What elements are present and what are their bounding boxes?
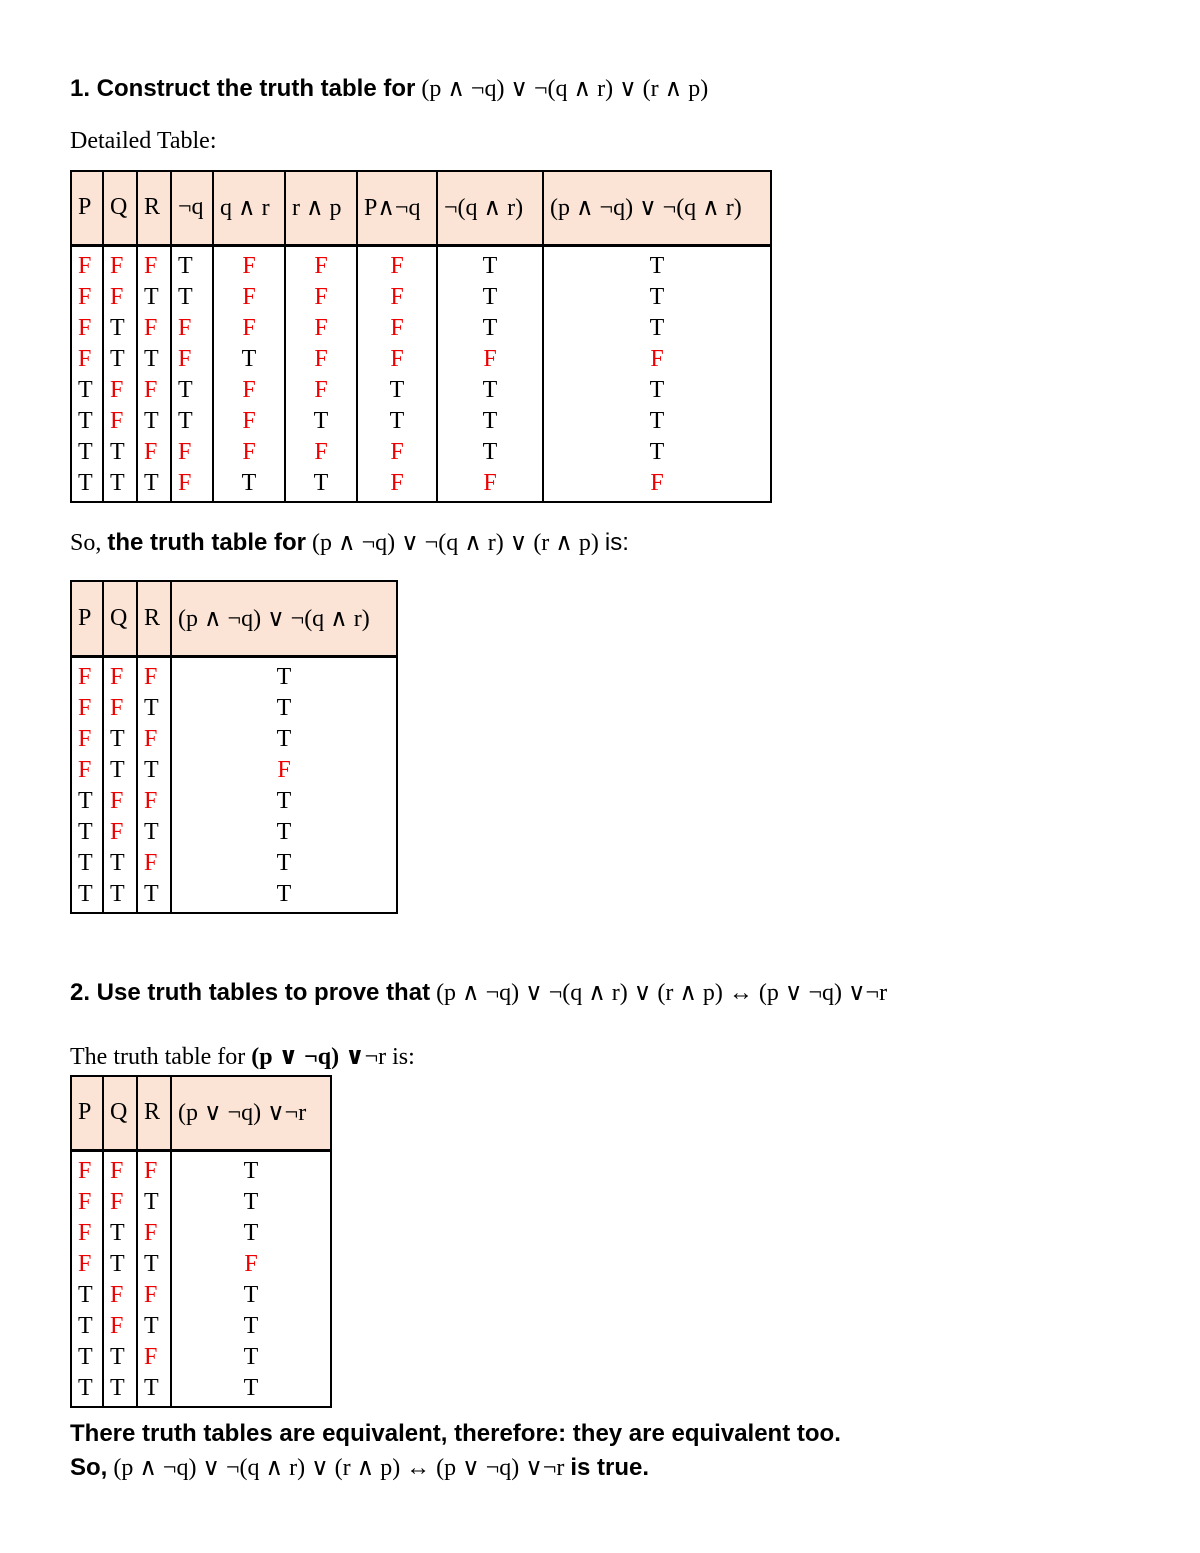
truth-value-cell: T (171, 848, 397, 879)
truth-value-cell: T (357, 375, 437, 406)
truth-value-cell: T (543, 406, 771, 437)
conclusion-formula: (p ∧ ¬q) ∨ ¬(q ∧ r) ∨ (r ∧ p) ↔ (p ∨ ¬q) ∨¬r (113, 1455, 565, 1481)
truth-value-cell: F (137, 375, 171, 406)
truth-value-cell: T (71, 1280, 103, 1311)
truth-value-cell: F (71, 724, 103, 755)
truth-value-cell: F (357, 344, 437, 375)
truth-value-cell: F (137, 1342, 171, 1373)
truth-value-cell: T (171, 786, 397, 817)
truth-value-cell: F (137, 1150, 171, 1187)
truth-value-cell: T (71, 817, 103, 848)
truth-value-cell: F (285, 313, 357, 344)
truth-value-cell: F (71, 1187, 103, 1218)
truth-value-cell: T (543, 282, 771, 313)
truth-value-cell: T (137, 693, 171, 724)
truth-value-cell: T (71, 848, 103, 879)
truth-value-cell: T (285, 406, 357, 437)
truth-value-cell: F (357, 468, 437, 502)
truth-value-cell: F (103, 1150, 137, 1187)
truth-value-cell: F (103, 1280, 137, 1311)
section2-heading (70, 978, 887, 1007)
column-header: R (137, 171, 171, 245)
truth-value-cell: T (437, 375, 543, 406)
truth-value-cell: F (71, 344, 103, 375)
truth-value-cell: T (103, 755, 137, 786)
table-row (71, 817, 397, 848)
section2-label-prefix: The truth table for (70, 1044, 246, 1070)
table-row (71, 437, 771, 468)
truth-value-cell: F (71, 1150, 103, 1187)
table-row (71, 1342, 331, 1373)
section1-heading-formula: (p ∧ ¬q) ∨ ¬(q ∧ r) ∨ (r ∧ p) (421, 76, 709, 102)
column-header: P (71, 1076, 103, 1150)
table-row (71, 245, 771, 282)
truth-value-cell: T (137, 406, 171, 437)
truth-value-cell: T (543, 437, 771, 468)
truth-value-cell: T (171, 282, 213, 313)
truth-value-cell: T (137, 879, 171, 913)
column-header: P (71, 171, 103, 245)
column-header: (p ∧ ¬q) ∨ ¬(q ∧ r) (171, 581, 397, 656)
column-header: (p ∧ ¬q) ∨ ¬(q ∧ r) (543, 171, 771, 245)
truth-value-cell: F (137, 437, 171, 468)
section2-table-label (70, 1041, 415, 1071)
truth-value-cell: F (437, 468, 543, 502)
truth-value-cell: T (137, 755, 171, 786)
truth-value-cell: F (137, 1218, 171, 1249)
section1-heading-text: 1. Construct the truth table for (70, 75, 416, 102)
section1-heading (70, 74, 708, 103)
table-row (71, 1249, 331, 1280)
truth-value-cell: T (71, 1311, 103, 1342)
truth-value-cell: T (71, 437, 103, 468)
table-row (71, 282, 771, 313)
truth-value-cell: F (103, 817, 137, 848)
table-row (71, 1150, 331, 1187)
truth-value-cell: F (103, 406, 137, 437)
truth-value-cell: T (137, 344, 171, 375)
column-header: q ∧ r (213, 171, 285, 245)
truth-value-cell: T (103, 313, 137, 344)
truth-value-cell: T (137, 282, 171, 313)
truth-value-cell: T (71, 406, 103, 437)
truth-value-cell: F (103, 693, 137, 724)
truth-value-cell: T (137, 817, 171, 848)
truth-value-cell: T (357, 406, 437, 437)
truth-value-cell: T (213, 344, 285, 375)
truth-value-cell: T (137, 468, 171, 502)
truth-value-cell: T (103, 1342, 137, 1373)
table-row (71, 313, 771, 344)
table-header-row (71, 581, 397, 656)
column-header: (p ∨ ¬q) ∨¬r (171, 1076, 331, 1150)
table-row (71, 468, 771, 502)
column-header: r ∧ p (285, 171, 357, 245)
truth-value-cell: T (543, 313, 771, 344)
truth-value-cell: F (137, 724, 171, 755)
truth-value-cell: F (137, 1280, 171, 1311)
truth-value-cell: F (285, 282, 357, 313)
conclusion-prefix: So, (70, 1454, 108, 1481)
truth-value-cell: F (71, 755, 103, 786)
truth-value-cell: T (171, 406, 213, 437)
truth-value-cell: F (103, 1187, 137, 1218)
truth-value-cell: T (171, 375, 213, 406)
table-row (71, 1218, 331, 1249)
truth-value-cell: T (171, 1187, 331, 1218)
rhs-truth-table (70, 1075, 332, 1408)
truth-value-cell: F (71, 693, 103, 724)
truth-value-cell: T (543, 375, 771, 406)
truth-value-cell: T (171, 245, 213, 282)
truth-value-cell: T (137, 1249, 171, 1280)
truth-value-cell: F (103, 1311, 137, 1342)
truth-value-cell: F (285, 375, 357, 406)
truth-value-cell: F (71, 245, 103, 282)
truth-value-cell: F (171, 313, 213, 344)
table-row (71, 656, 397, 693)
truth-value-cell: T (71, 1373, 103, 1407)
detailed-table-label: Detailed Table: (70, 128, 217, 154)
table-row (71, 724, 397, 755)
table-row (71, 786, 397, 817)
conclusion-line-1: There truth tables are equivalent, therefore: they are equivalent too. (70, 1420, 841, 1447)
truth-value-cell: F (71, 1218, 103, 1249)
section2-heading-text: 2. Use truth tables to prove that (70, 979, 431, 1006)
column-header: R (137, 1076, 171, 1150)
table-row (71, 1187, 331, 1218)
truth-value-cell: F (285, 344, 357, 375)
truth-value-cell: F (137, 786, 171, 817)
conclusion-suffix: is true. (570, 1454, 650, 1481)
column-header: P∧¬q (357, 171, 437, 245)
truth-value-cell: F (213, 282, 285, 313)
table-row (71, 1373, 331, 1407)
table-row (71, 1311, 331, 1342)
column-header: Q (103, 171, 137, 245)
truth-value-cell: F (357, 245, 437, 282)
truth-value-cell: F (171, 755, 397, 786)
truth-value-cell: F (171, 1249, 331, 1280)
truth-value-cell: T (437, 437, 543, 468)
truth-value-cell: T (137, 1311, 171, 1342)
truth-value-cell: F (137, 313, 171, 344)
truth-value-cell: T (103, 1373, 137, 1407)
column-header: ¬(q ∧ r) (437, 171, 543, 245)
truth-value-cell: T (71, 468, 103, 502)
table-row (71, 375, 771, 406)
truth-value-cell: F (543, 468, 771, 502)
truth-value-cell: T (103, 1218, 137, 1249)
truth-value-cell: T (171, 879, 397, 913)
truth-value-cell: T (543, 245, 771, 282)
table-row (71, 879, 397, 913)
truth-value-cell: F (213, 437, 285, 468)
truth-value-cell: F (71, 656, 103, 693)
truth-value-cell: T (71, 786, 103, 817)
truth-value-cell: T (285, 468, 357, 502)
table-row (71, 755, 397, 786)
truth-value-cell: T (103, 879, 137, 913)
truth-value-cell: T (103, 468, 137, 502)
truth-value-cell: F (137, 245, 171, 282)
column-header: Q (103, 581, 137, 656)
truth-value-cell: T (103, 437, 137, 468)
truth-value-cell: T (437, 282, 543, 313)
summary-intro-formula: (p ∧ ¬q) ∨ ¬(q ∧ r) ∨ (r ∧ p) (312, 530, 599, 556)
table-row (71, 344, 771, 375)
column-header: ¬q (171, 171, 213, 245)
truth-value-cell: F (103, 786, 137, 817)
summary-truth-table (70, 580, 398, 914)
truth-value-cell: F (171, 344, 213, 375)
truth-value-cell: F (437, 344, 543, 375)
truth-value-cell: T (103, 1249, 137, 1280)
table-row (71, 848, 397, 879)
truth-value-cell: F (71, 1249, 103, 1280)
truth-value-cell: T (103, 344, 137, 375)
column-header: R (137, 581, 171, 656)
table-row (71, 406, 771, 437)
section2-label-bold: (p ∨ ¬q) ∨ (251, 1044, 365, 1070)
section2-label-suffix: ¬r is: (364, 1044, 415, 1070)
truth-value-cell: F (213, 313, 285, 344)
truth-value-cell: T (437, 406, 543, 437)
truth-value-cell: F (103, 282, 137, 313)
truth-value-cell: F (213, 245, 285, 282)
truth-value-cell: F (71, 313, 103, 344)
summary-intro (70, 528, 629, 557)
table-row (71, 1280, 331, 1311)
truth-value-cell: T (171, 656, 397, 693)
summary-intro-bold: the truth table for (107, 529, 307, 556)
truth-value-cell: F (137, 656, 171, 693)
truth-value-cell: T (71, 375, 103, 406)
summary-intro-prefix: So, (70, 530, 102, 556)
truth-value-cell: F (543, 344, 771, 375)
truth-value-cell: T (171, 1150, 331, 1187)
conclusion-line-2 (70, 1453, 649, 1482)
truth-value-cell: F (103, 656, 137, 693)
table-row (71, 693, 397, 724)
truth-value-cell: T (103, 724, 137, 755)
truth-value-cell: T (171, 1311, 331, 1342)
truth-value-cell: F (171, 437, 213, 468)
truth-value-cell: T (171, 1342, 331, 1373)
truth-value-cell: F (213, 406, 285, 437)
truth-value-cell: T (171, 693, 397, 724)
truth-value-cell: T (171, 724, 397, 755)
truth-value-cell: T (171, 1280, 331, 1311)
truth-value-cell: F (103, 245, 137, 282)
truth-value-cell: T (437, 313, 543, 344)
truth-value-cell: T (213, 468, 285, 502)
truth-value-cell: T (171, 1218, 331, 1249)
truth-value-cell: T (103, 848, 137, 879)
truth-value-cell: T (171, 817, 397, 848)
truth-value-cell: T (137, 1373, 171, 1407)
column-header: Q (103, 1076, 137, 1150)
truth-value-cell: F (357, 282, 437, 313)
summary-intro-suffix: is: (604, 529, 629, 556)
truth-value-cell: F (285, 437, 357, 468)
truth-value-cell: F (71, 282, 103, 313)
truth-value-cell: T (437, 245, 543, 282)
table-header-row (71, 171, 771, 245)
truth-value-cell: F (171, 468, 213, 502)
truth-value-cell: F (137, 848, 171, 879)
truth-value-cell: T (71, 879, 103, 913)
truth-value-cell: T (171, 1373, 331, 1407)
section2-heading-formula: (p ∧ ¬q) ∨ ¬(q ∧ r) ∨ (r ∧ p) ↔ (p ∨ ¬q) ∨¬r (436, 980, 888, 1006)
table-header-row (71, 1076, 331, 1150)
detailed-truth-table (70, 170, 772, 503)
truth-value-cell: F (357, 437, 437, 468)
truth-value-cell: T (137, 1187, 171, 1218)
truth-value-cell: F (103, 375, 137, 406)
column-header: P (71, 581, 103, 656)
truth-value-cell: F (213, 375, 285, 406)
truth-value-cell: F (285, 245, 357, 282)
truth-value-cell: F (357, 313, 437, 344)
truth-value-cell: T (71, 1342, 103, 1373)
